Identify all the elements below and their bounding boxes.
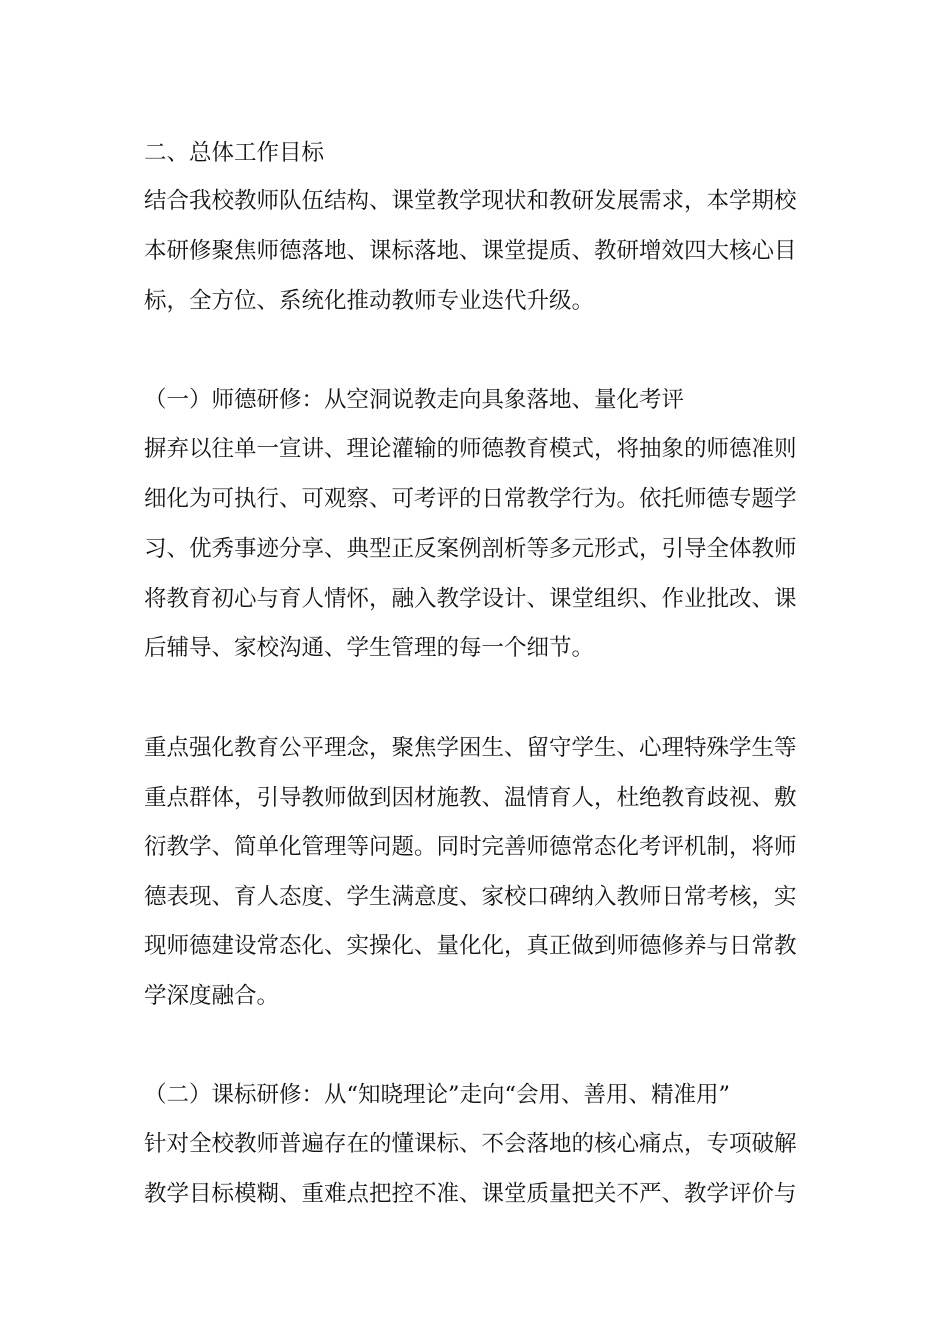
subsection2-heading: （二）课标研修：从“知晓理论”走向“会用、善用、精准用” [144,1082,731,1108]
paragraph-line: 习、优秀事迹分享、典型正反案例剖析等多元形式，引导全体教师 [144,536,797,562]
paragraph-line: 重点强化教育公平理念，聚焦学困生、留守学生、心理特殊学生等 [144,735,797,761]
paragraph-line: 摒弃以往单一宣讲、理论灌输的师德教育模式，将抽象的师德准则 [144,436,797,462]
paragraph-line: 学深度融合。 [144,983,280,1009]
paragraph-line: 重点群体，引导教师做到因材施教、温情育人，杜绝教育歧视、敷 [144,785,797,811]
paragraph-line: 德表现、育人态度、学生满意度、家校口碑纳入教师日常考核，实 [144,884,797,910]
paragraph-line: 现师德建设常态化、实操化、量化化，真正做到师德修养与日常教 [144,933,797,959]
intro-line: 本研修聚焦师德落地、课标落地、课堂提质、教研增效四大核心目 [144,238,797,264]
intro-line: 结合我校教师队伍结构、课堂教学现状和教研发展需求，本学期校 [144,188,797,214]
subsection1-heading: （一）师德研修：从空洞说教走向具象落地、量化考评 [144,387,685,413]
paragraph-line: 后辅导、家校沟通、学生管理的每一个细节。 [144,635,595,661]
paragraph-line: 针对全校教师普遍存在的懂课标、不会落地的核心痛点，专项破解 [144,1131,797,1157]
paragraph-line: 教学目标模糊、重难点把控不准、课堂质量把关不严、教学评价与 [144,1181,797,1207]
paragraph-line: 细化为可执行、可观察、可考评的日常教学行为。依托师德专题学 [144,486,797,512]
paragraph-line: 将教育初心与育人情怀，融入教学设计、课堂组织、作业批改、课 [144,586,797,612]
paragraph-line: 衍教学、简单化管理等问题。同时完善师德常态化考评机制，将师 [144,834,797,860]
section-heading: 二、总体工作目标 [144,140,325,166]
intro-line: 标，全方位、系统化推动教师专业迭代升级。 [144,288,595,314]
